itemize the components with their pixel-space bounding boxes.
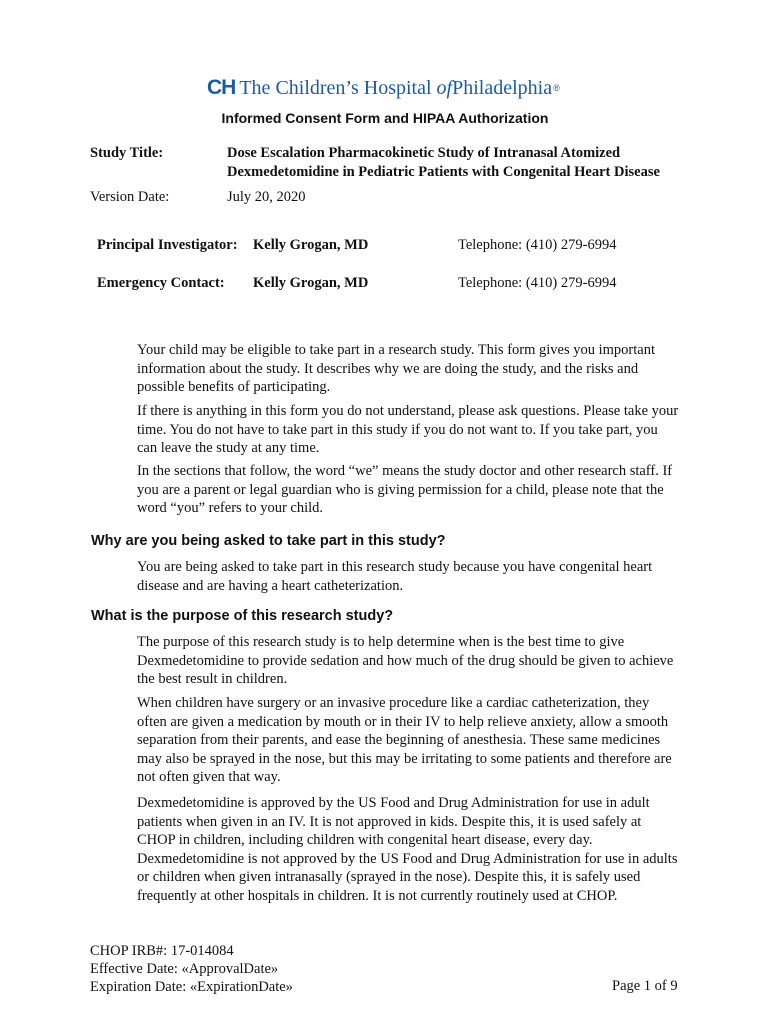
- purpose-paragraph-3: Dexmedetomidine is approved by the US Food and Drug Administration for use in adult patients when given in an IV. It is not approved in kids. Despite this, it is used safely at CHOP in children, including children with congenital heart disease, every day. Dexmedetomidine is not approved by the US Food and Drug Administration for use in adults or children when given intranasally (sprayed in the nose). Despite this, it is safely used frequently at other hospitals in children. It is not currently routinely used at CHOP.: [137, 795, 678, 904]
- version-date-value: July 20, 2020: [227, 189, 306, 205]
- chop-logo-icon: CH: [207, 76, 236, 99]
- form-title: Informed Consent Form and HIPAA Authorization: [221, 110, 549, 126]
- pi-phone: Telephone: (410) 279-6994: [458, 237, 617, 253]
- intro-paragraph-2: If there is anything in this form you do not understand, please ask questions. Please take your time. You do not have to take part in this study if you do not want to. If you take part, you can leave the study at any time.: [137, 403, 679, 456]
- section-heading-why: Why are you being asked to take part in this study?: [91, 533, 446, 549]
- section-heading-purpose: What is the purpose of this research study?: [91, 608, 394, 624]
- purpose-paragraph-1: The purpose of this research study is to help determine when is the best time to give Dexmedetomidine to provide sedation and how much of the drug should be given to achieve the best result in children.: [137, 634, 674, 687]
- registered-mark: ®: [553, 83, 560, 93]
- effective-date: Effective Date: «ApprovalDate»: [90, 961, 279, 977]
- emergency-contact-label: Emergency Contact:: [97, 275, 225, 291]
- study-title-line2: Dexmedetomidine in Pediatric Patients with Congenital Heart Disease: [227, 164, 660, 180]
- study-title-label: Study Title:: [90, 145, 164, 161]
- irb-number: CHOP IRB#: 17-014084: [90, 943, 234, 959]
- pi-label: Principal Investigator:: [97, 237, 238, 253]
- hospital-name: The Children’s Hospital ofPhiladelphia: [239, 76, 553, 99]
- version-date-label: Version Date:: [90, 189, 170, 205]
- pi-name: Kelly Grogan, MD: [253, 237, 369, 253]
- intro-paragraph-1: Your child may be eligible to take part in a research study. This form gives you important information about the study. It describes why we are doing the study, and the risks and possible benefits of participating.: [137, 342, 655, 395]
- emergency-contact-name: Kelly Grogan, MD: [253, 275, 369, 291]
- purpose-paragraph-2: When children have surgery or an invasive procedure like a cardiac catheterization, they often are given a medication by mouth or in their IV to help relieve anxiety, allow a smooth separation from their parents, and ease the beginning of anesthesia. These same medicines may also be sprayed in the nose, but this may be irritating to some patients and therefore are not often given that way.: [137, 695, 672, 785]
- emergency-contact-phone: Telephone: (410) 279-6994: [458, 275, 617, 291]
- expiration-date: Expiration Date: «ExpirationDate»: [90, 979, 293, 995]
- page-number: Page 1 of 9: [612, 978, 678, 994]
- section-why-text: You are being asked to take part in this research study because you have congenital heart disease and are having a heart catheterization.: [137, 559, 653, 594]
- study-title-line1: Dose Escalation Pharmacokinetic Study of Intranasal Atomized: [227, 145, 621, 161]
- intro-paragraph-3: In the sections that follow, the word “we” means the study doctor and other research staff. If you are a parent or legal guardian who is giving permission for a child, please note that the word “you” refers to your child.: [137, 463, 673, 516]
- hospital-logo: [207, 76, 560, 100]
